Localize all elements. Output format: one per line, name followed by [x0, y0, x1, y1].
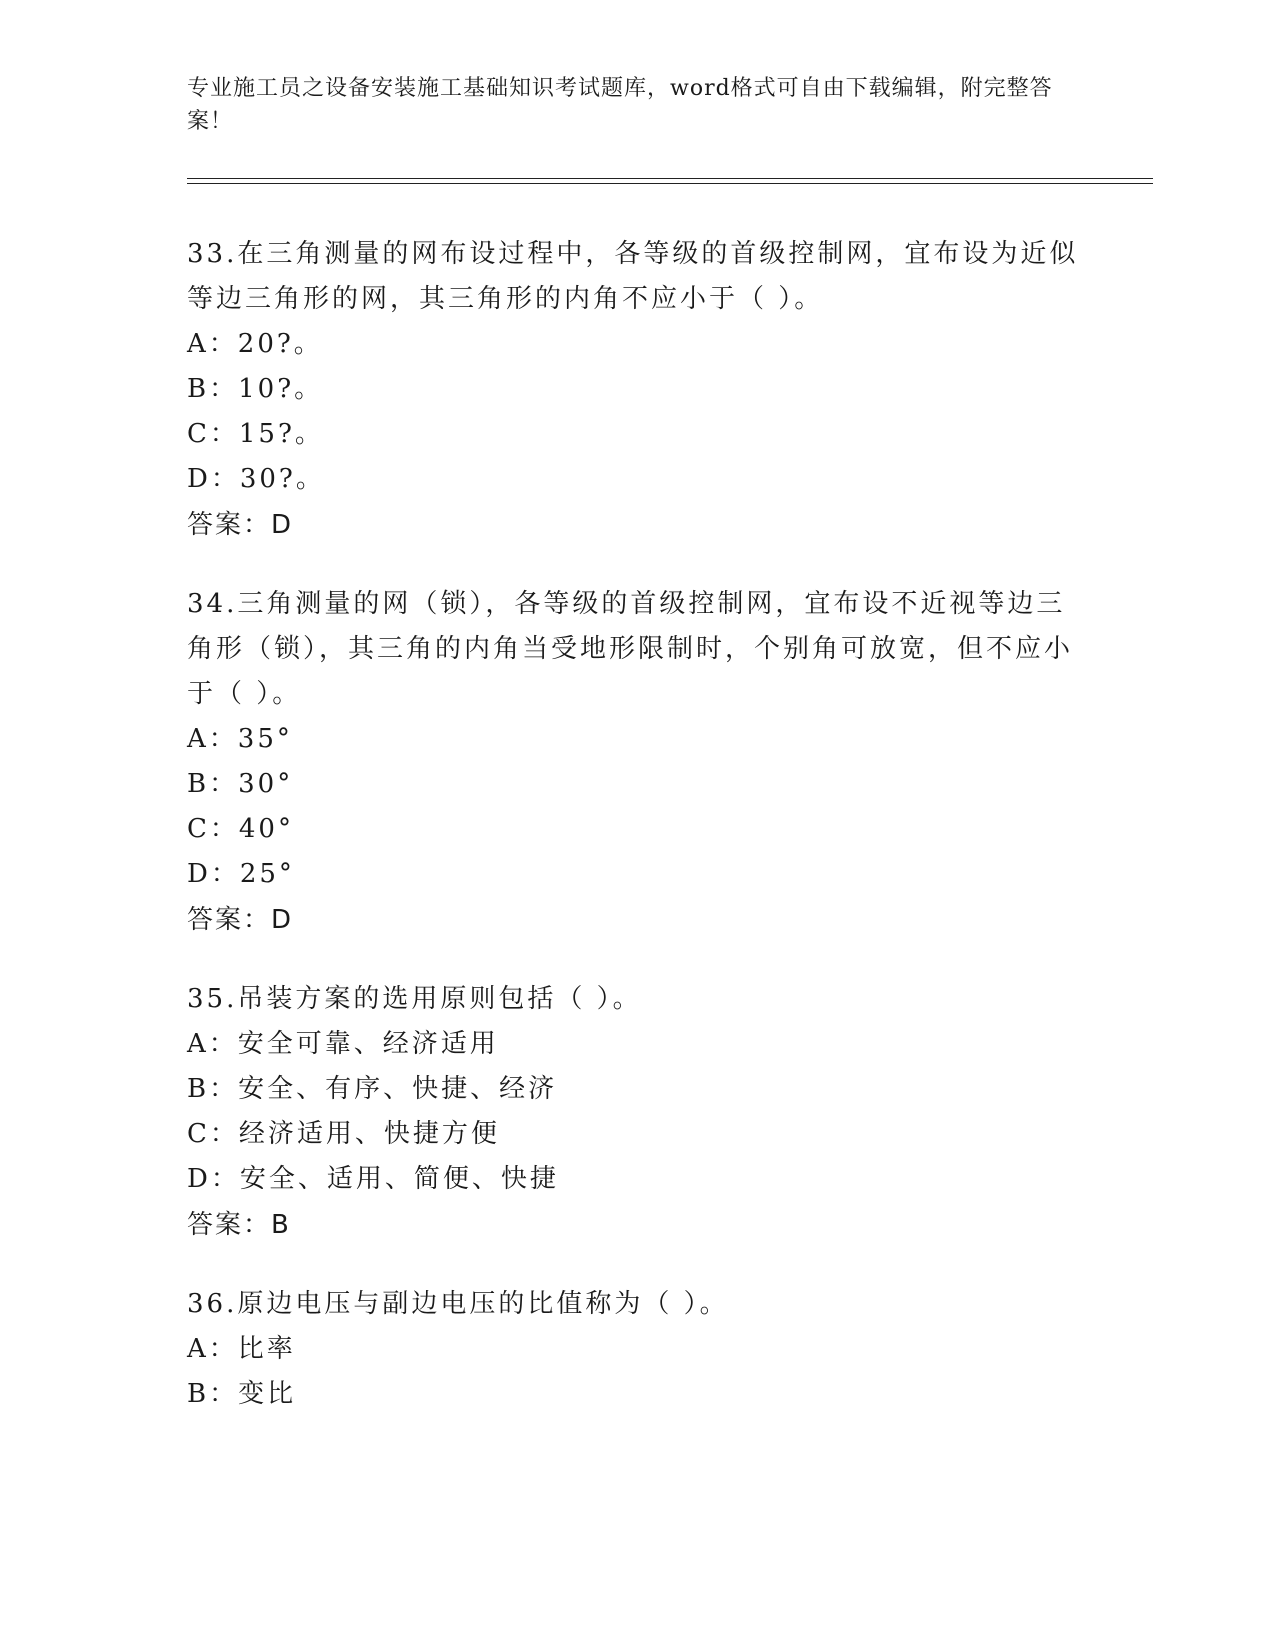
- header-title: 专业施工员之设备安装施工基础知识考试题库，word格式可自由下载编辑，附完整答案！: [187, 76, 1053, 134]
- question-stem: 36.原边电压与副边电压的比值称为（ ）。: [187, 1289, 729, 1319]
- question-stem: 34.三角测量的网（锁），各等级的首级控制网，宜布设不近视等边三角形（锁），其三角的内角当受地形限制时，个别角可放宽，但不应小于（ ）。: [187, 589, 1074, 709]
- option-a: A：35°: [187, 724, 293, 754]
- question-35: [187, 977, 1087, 1248]
- document-header: [187, 72, 1067, 138]
- option-d: D：25°: [187, 859, 295, 889]
- option-c: C：经济适用、快捷方便: [187, 1119, 500, 1149]
- option-c: C：40°: [187, 814, 294, 844]
- header-divider-top: [187, 178, 1153, 179]
- option-b: B：10?。: [187, 374, 324, 404]
- option-d: D：30?。: [187, 464, 325, 494]
- option-a: A：20?。: [187, 329, 323, 359]
- option-b: B：30°: [187, 769, 294, 799]
- question-stem: 35.吊装方案的选用原则包括（ ）。: [187, 984, 642, 1014]
- option-d: D：安全、适用、简便、快捷: [187, 1164, 559, 1194]
- question-stem: 33.在三角测量的网布设过程中，各等级的首级控制网，宜布设为近似等边三角形的网，其三角形的内角不应小于（ ）。: [187, 239, 1079, 314]
- option-b: B：安全、有序、快捷、经济: [187, 1074, 558, 1104]
- question-34: [187, 582, 1087, 943]
- answer-label: 答案：B: [187, 1210, 291, 1240]
- question-36: [187, 1282, 1087, 1417]
- answer-label: 答案：D: [187, 905, 294, 935]
- option-b: B：变比: [187, 1379, 297, 1409]
- answer-label: 答案：D: [187, 510, 294, 540]
- option-a: A：比率: [187, 1334, 296, 1364]
- question-33: [187, 232, 1087, 548]
- question-list: [187, 232, 1087, 1451]
- option-c: C：15?。: [187, 419, 324, 449]
- option-a: A：安全可靠、经济适用: [187, 1029, 499, 1059]
- header-divider-bottom: [187, 183, 1153, 184]
